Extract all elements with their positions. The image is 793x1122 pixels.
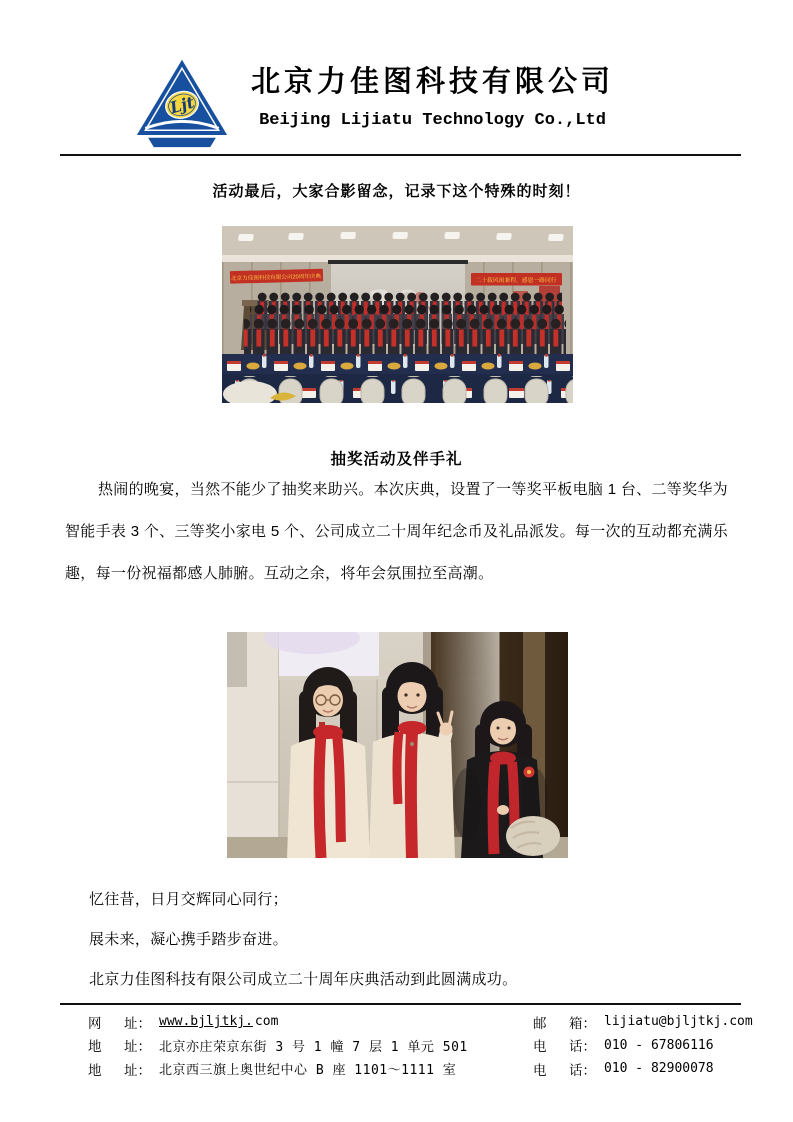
right-banner: [471, 273, 562, 286]
company-logo-icon: [135, 57, 229, 149]
hall-ceiling: [222, 226, 573, 255]
address-label: 地 址：: [88, 1062, 151, 1078]
left-banner: [230, 269, 323, 284]
group-photo: [222, 226, 573, 403]
employees-photo: [227, 632, 568, 858]
footer-row-phone-2: [533, 1057, 753, 1081]
footer-row-website: [88, 1010, 468, 1034]
footer-row-address-2: [88, 1057, 468, 1081]
footer-divider: [60, 1003, 741, 1005]
phone-value-1: 010 - 67806116: [604, 1037, 714, 1053]
email-value: lijiatu@bjljtkj.com: [604, 1014, 753, 1030]
address-label: 地 址：: [88, 1039, 151, 1055]
footer-row-phone-1: [533, 1034, 753, 1058]
website-label: 网 址：: [88, 1015, 151, 1031]
phone-value-2: 010 - 82900078: [604, 1061, 714, 1077]
company-name-zh: 北京力佳图科技有限公司: [250, 66, 614, 98]
employees-photo-illustration: [227, 632, 568, 858]
email-label: 邮 箱：: [533, 1015, 596, 1031]
website-link-suffix[interactable]: com: [254, 1014, 279, 1030]
logo-monogram: Ljt: [167, 92, 197, 118]
website-link[interactable]: www.bjljtkj.: [159, 1014, 253, 1030]
right-banner-text: 二十载风雨兼程，感恩一路同行: [475, 278, 557, 284]
footer-row-email: [533, 1010, 753, 1034]
left-banner-text: 北京力佳图科技有限公司20周年庆典: [230, 273, 322, 283]
lottery-heading: 抽奖活动及伴手礼: [330, 451, 463, 468]
group-photo-illustration: [222, 226, 573, 403]
crowd-front-row: [244, 318, 566, 360]
closing-paragraphs: [65, 880, 728, 1000]
footer-right-column: [533, 1010, 753, 1081]
lottery-paragraph: 热闹的晚宴，当然不能少了抽奖来助兴。本次庆典，设置了一等奖平板电脑 1 台、二等奖华为智能手表 3 个、三等奖小家电 5 个、公司成立二十周年纪念币及礼品派发。每一次的互动都充满乐趣，每一份祝福都感人肺腑。互动之余，将年会氛围拉至高潮。: [65, 481, 728, 582]
closing-line-2: 展未来，凝心携手踏步奋进。: [89, 931, 288, 948]
closing-line-3: 北京力佳图科技有限公司成立二十周年庆典活动到此圆满成功。: [89, 971, 518, 988]
address-value-1: 北京亦庄荣京东街 3 号 1 幢 7 层 1 单元 501: [159, 1039, 468, 1055]
address-value-2: 北京西三旗上奥世纪中心 B 座 1101～1111 室: [159, 1063, 457, 1079]
company-header: [235, 64, 630, 130]
header-divider: [60, 154, 741, 156]
closing-line-1: 忆往昔，日月交辉同心同行；: [89, 891, 288, 908]
group-photo-heading: 活动最后，大家合影留念，记录下这个特殊的时刻！: [212, 183, 581, 200]
company-name-en: Beijing Lijiatu Technology Co.,Ltd: [259, 111, 606, 130]
logo-triangle-icon: [135, 57, 229, 149]
phone-label: 电 话：: [533, 1039, 596, 1055]
footer-left-column: [88, 1010, 468, 1081]
footer-row-address-1: [88, 1034, 468, 1058]
phone-label: 电 话：: [533, 1062, 596, 1078]
